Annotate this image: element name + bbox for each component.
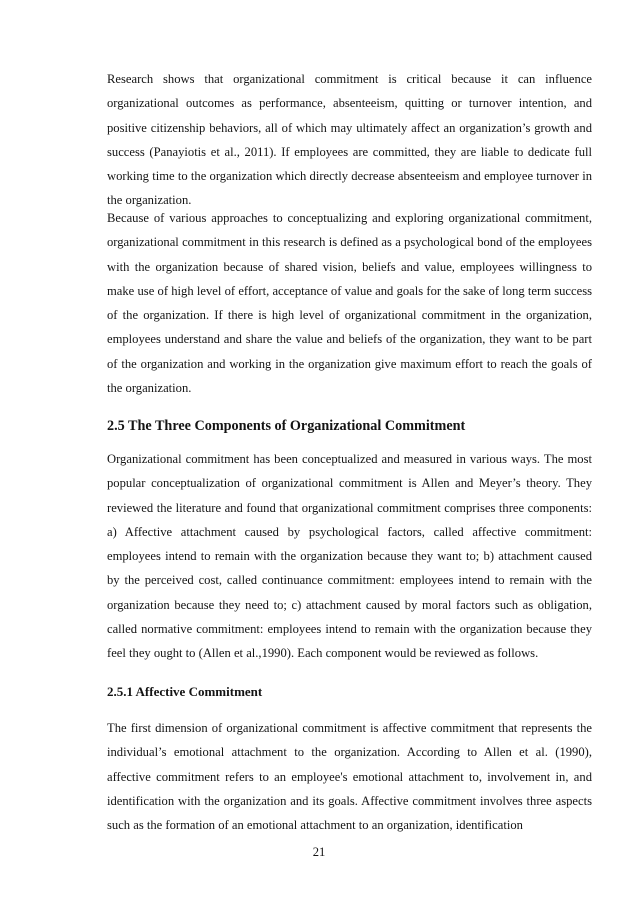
paragraph-organizational-outcomes: Research shows that organizational commitment is critical because it can influence organizational outcomes as performance, absenteeism, quitting or turnover intention, and positive citizenship behaviors, all of which may ultimately affect an organization’s growth and success (Panayiotis et al., 2011). If employees are committed, they are liable to dedicate full working time to the organization which directly decrease absenteeism and employee turnover in the organization. <box>107 72 592 208</box>
paragraph-definition: Because of various approaches to conceptualizing and exploring organizational commitment, organizational commitment in this research is defined as a psychological bond of the employees with the organization because of shared vision, beliefs and value, employees willingness to make use of high level of effort, acceptance of value and goals for the sake of long term success of the organization. If there is high level of organizational commitment in the organization, employees understand and share the value and beliefs of the organization, they want to be part of the organization and working in the organization give maximum effort to reach the goals of the organization. <box>107 211 592 396</box>
paragraph-affective-commitment: The first dimension of organizational commitment is affective commitment that represents the individual’s emotional attachment to the organization. According to Allen et al. (1990), affective commitment refers to an employee's emotional attachment to, involvement in, and identification with the organization and its goals. Affective commitment involves three aspects such as the formation of an emotional attachment to an organization, identification <box>107 721 592 833</box>
paragraph-three-components: Organizational commitment has been conceptualized and measured in various ways. The most popular conceptualization of organizational commitment is Allen and Meyer’s theory. They reviewed the literature and found that organizational commitment comprises three components: a) Affective attachment caused by psychological factors, called affective commitment: employees intend to remain with the organization because they want to; b) attachment caused by the perceived cost, called continuance commitment: employees intend to remain with the organization because they need to; c) attachment caused by moral factors such as obligation, called normative commitment: employees intend to remain with the organization because they feel they ought to (Allen et al.,1990). Each component would be reviewed as follows. <box>107 452 592 661</box>
page-number: 21 <box>312 845 326 859</box>
subsection-heading-2-5-1: 2.5.1 Affective Commitment <box>107 684 263 699</box>
section-heading-2-5: 2.5 The Three Components of Organizational Commitment <box>107 418 466 434</box>
